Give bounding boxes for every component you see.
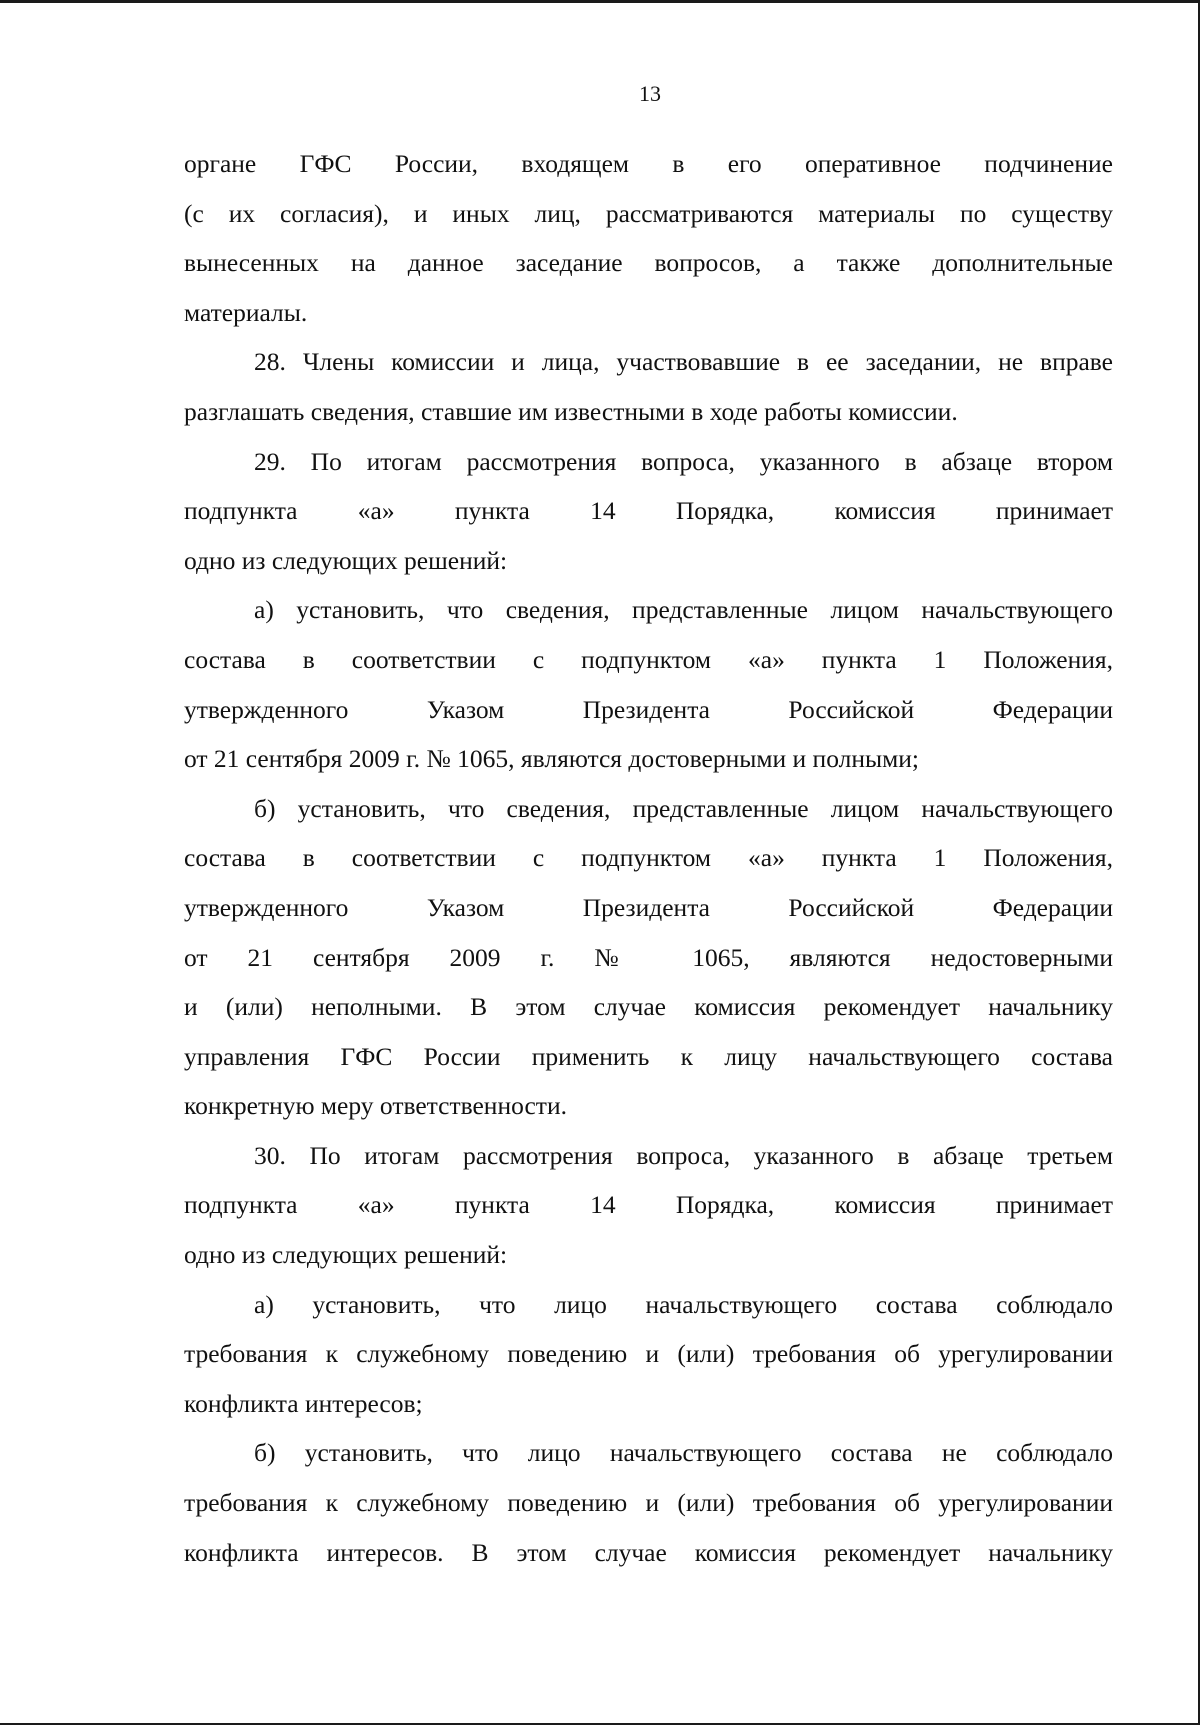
- text-line: разглашать сведения, ставшие им известными в ходе работы комиссии.: [184, 396, 958, 426]
- text-line: а) установить, что сведения, представленные лицом начальствующего: [254, 595, 1113, 625]
- text-line: утвержденного Указом Президента Российской Федерации: [184, 892, 1113, 922]
- text-line: а) установить, что лицо начальствующего состава соблюдало: [254, 1289, 1113, 1319]
- text-line: состава в соответствии с подпунктом «а» пункта 1 Положения,: [184, 644, 1113, 674]
- text-line: подпункта «а» пункта 14 Порядка, комиссия принимает: [184, 1190, 1113, 1220]
- text-line: конфликта интересов. В этом случае комиссия рекомендует начальнику: [184, 1537, 1113, 1567]
- text-line: (с их согласия), и иных лиц, рассматриваются материалы по существу: [184, 198, 1113, 228]
- text-line: от 21 сентября 2009 г. № 1065, являются недостоверными: [184, 942, 1113, 972]
- text-line: требования к служебному поведению и (или) требования об урегулировании: [184, 1339, 1113, 1369]
- text-line: вынесенных на данное заседание вопросов, а также дополнительные: [184, 248, 1113, 278]
- document-body: [184, 139, 1113, 1577]
- text-line: состава в соответствии с подпунктом «а» пункта 1 Положения,: [184, 843, 1113, 873]
- text-line: органе ГФС России, входящем в его оперативное подчинение: [184, 149, 1113, 178]
- text-line: управления ГФС России применить к лицу начальствующего состава: [184, 1041, 1113, 1071]
- text-line: 28. Члены комиссии и лица, участвовавшие в ее заседании, не вправе: [254, 347, 1113, 377]
- text-line: 30. По итогам рассмотрения вопроса, указанного в абзаце третьем: [254, 1140, 1113, 1170]
- text-line: одно из следующих решений:: [184, 545, 508, 575]
- text-line: материалы.: [184, 297, 308, 327]
- text-line: б) установить, что сведения, представленные лицом начальствующего: [254, 793, 1113, 823]
- page-number: 13: [639, 81, 661, 106]
- text-line: от 21 сентября 2009 г. № 1065, являются достоверными и полными;: [184, 744, 919, 774]
- text-line: конкретную меру ответственности.: [184, 1091, 567, 1121]
- text-line: утвержденного Указом Президента Российской Федерации: [184, 694, 1113, 724]
- text-line: требования к служебному поведению и (или) требования об урегулировании: [184, 1488, 1113, 1518]
- text-line: и (или) неполными. В этом случае комиссия рекомендует начальнику: [184, 992, 1113, 1022]
- text-line: одно из следующих решений:: [184, 1240, 508, 1270]
- text-line: конфликта интересов;: [184, 1388, 423, 1418]
- text-line: б) установить, что лицо начальствующего состава не соблюдало: [254, 1438, 1113, 1468]
- text-line: подпункта «а» пункта 14 Порядка, комиссия принимает: [184, 496, 1113, 526]
- text-line: 29. По итогам рассмотрения вопроса, указанного в абзаце втором: [254, 446, 1113, 476]
